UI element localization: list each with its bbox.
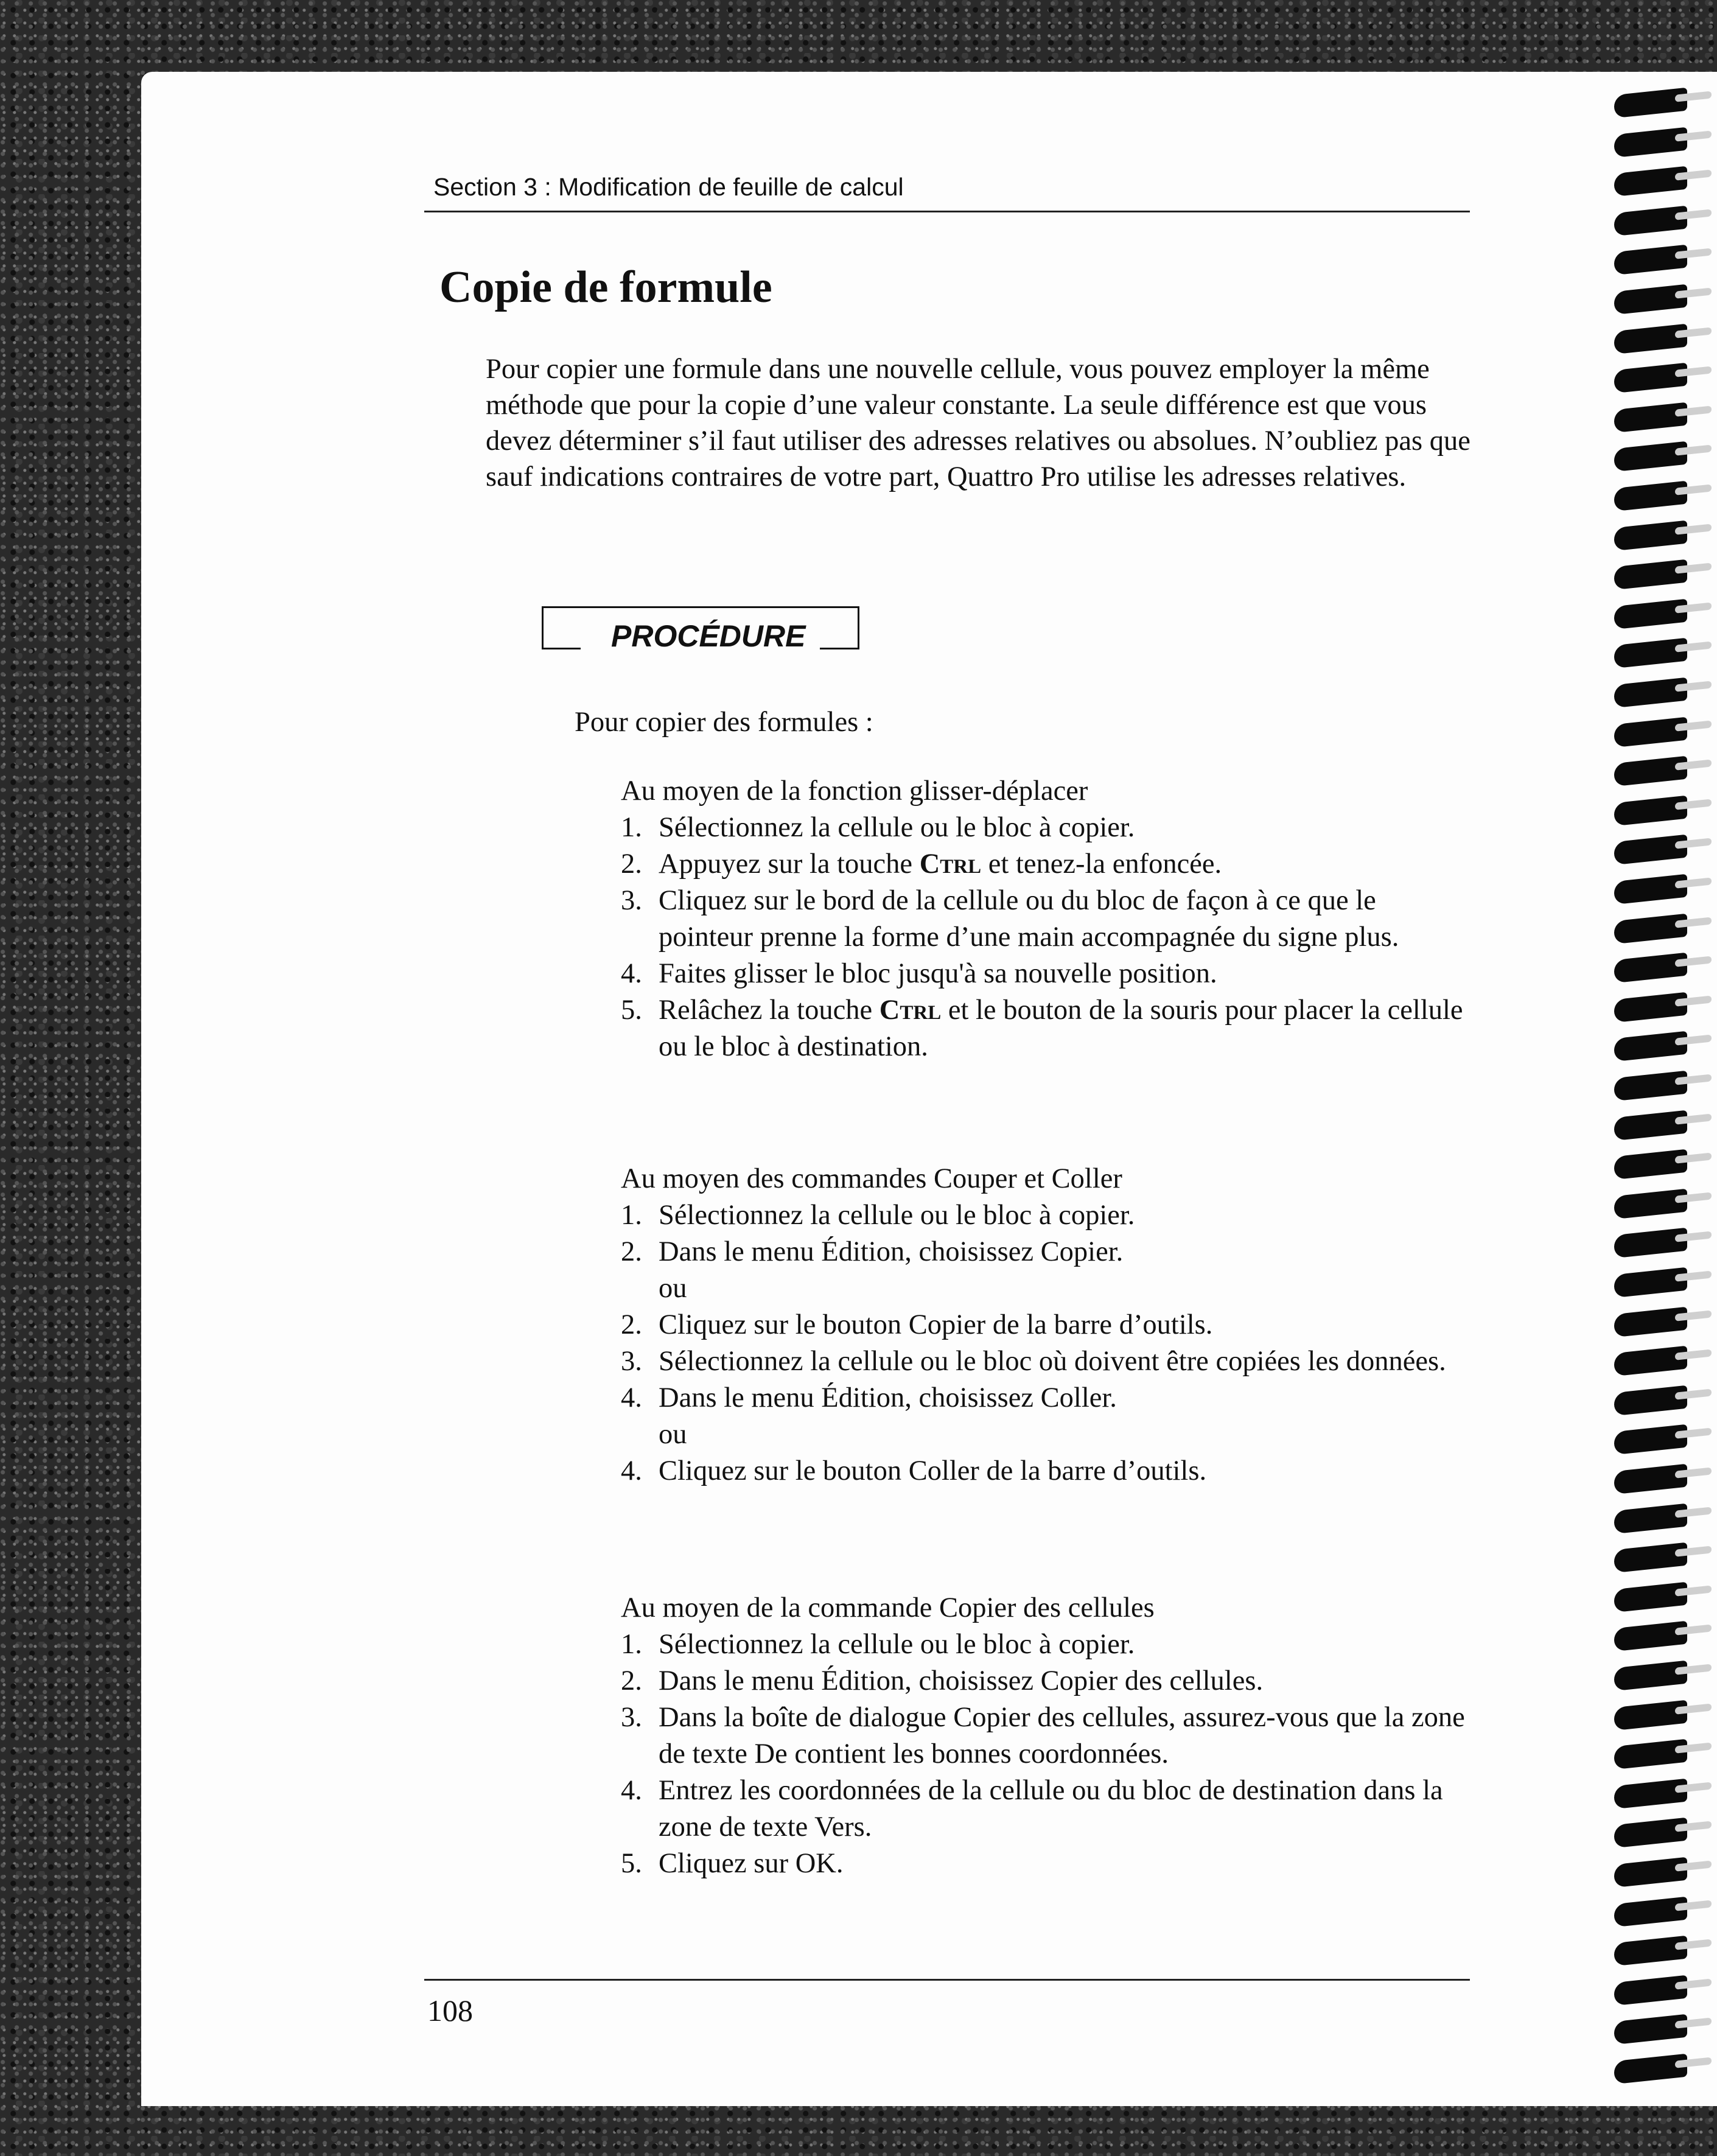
step-number: 3. [621,885,642,916]
step-text: Sélectionnez la cellule ou le bloc où doivent être copiées les données. [659,1346,1446,1377]
key-name: Ctrl [919,849,982,880]
spiral-coil [1614,1778,1687,1809]
spiral-coil [1614,953,1687,984]
step-text: Dans la boîte de dialogue Copier des cellules, assurez-vous que la zone de texte De contient les bonnes coordonnées. [659,1702,1465,1769]
spiral-coil [1614,363,1687,394]
spiral-coil [1614,1739,1687,1770]
spiral-coil [1614,1031,1687,1062]
spiral-coil [1614,245,1687,276]
step-number: 1. [621,812,642,843]
list-item [621,992,1473,1065]
spiral-coil [1614,441,1687,472]
step-text: Dans le menu Édition, choisissez Copier des cellules. [659,1665,1264,1696]
step-text: Cliquez sur le bouton Coller de la barre d’outils. [659,1455,1207,1486]
step-number: 5. [621,1848,642,1879]
procedure-lead: Pour copier des formules : [575,707,873,738]
spiral-coil [1614,2014,1687,2045]
spiral-coil [1614,2054,1687,2085]
spiral-coil [1614,1857,1687,1888]
spiral-coil [1614,1975,1687,2006]
page-title: Copie de formule [439,262,772,312]
procedure-label: PROCÉDURE [596,618,820,654]
list-item [621,1699,1473,1773]
method-copy-cells [621,1590,1473,1882]
step-text: Faites glisser le bloc jusqu'à sa nouvelle position. [659,958,1217,989]
spiral-coil [1614,677,1687,709]
spiral-coil [1614,1936,1687,1967]
footer-rule [424,1979,1470,1981]
step-number: 2. [621,1309,642,1340]
spiral-coil [1614,127,1687,158]
spiral-coil [1614,1699,1687,1731]
spiral-coil [1614,638,1687,669]
procedure-box-right-base [816,648,858,649]
step-text: Sélectionnez la cellule ou le bloc à copier. [659,812,1135,843]
spiral-coil [1614,1149,1687,1180]
step-number: 4. [621,1382,642,1413]
list-item [621,1307,1473,1343]
spiral-coil [1614,481,1687,512]
step-text: et tenez-la enfoncée. [981,849,1222,880]
step-number: 4. [621,1455,642,1486]
list-item [621,846,1473,883]
spiral-coil [1614,795,1687,826]
section-header: Section 3 : Modification de feuille de calcul [433,173,904,201]
spiral-coil [1614,598,1687,629]
or-separator: ou [659,1419,687,1450]
spiral-binding [1614,91,1717,2106]
spiral-coil [1614,756,1687,787]
spiral-coil [1614,1306,1687,1337]
step-number: 1. [621,1629,642,1660]
method-drag-drop [621,773,1473,1065]
spiral-coil [1614,1267,1687,1298]
page-number: 108 [427,1993,473,2028]
spiral-coil [1614,913,1687,944]
spiral-coil [1614,874,1687,905]
step-number: 3. [621,1346,642,1377]
step-text: et le bouton de la souris pour placer la cellule ou le bloc à destination. [659,995,1463,1062]
step-text: Sélectionnez la cellule ou le bloc à copier. [659,1629,1135,1660]
spiral-coil [1614,1110,1687,1141]
spiral-coil [1614,323,1687,354]
step-text: Entrez les coordonnées de la cellule ou du bloc de destination dans la zone de texte Vers. [659,1775,1443,1843]
step-number: 4. [621,958,642,989]
spiral-coil [1614,402,1687,433]
spiral-coil [1614,1464,1687,1495]
spiral-coil [1614,284,1687,315]
step-number: 5. [621,995,642,1026]
spiral-coil [1614,835,1687,866]
spiral-coil [1614,1581,1687,1612]
spiral-coil [1614,1424,1687,1455]
list-item [621,1197,1473,1234]
step-text: Cliquez sur le bord de la cellule ou du bloc de façon à ce que le pointeur prenne la forme d’une main accompagnée du signe plus. [659,885,1399,953]
step-text: Sélectionnez la cellule ou le bloc à copier. [659,1200,1135,1231]
list-item [621,1773,1473,1846]
list-item [621,883,1473,956]
step-number: 4. [621,1775,642,1806]
list-item [621,1453,1473,1489]
method-heading: Au moyen des commandes Couper et Coller [621,1163,1122,1194]
method-heading: Au moyen de la commande Copier des cellules [621,1592,1155,1623]
list-item [621,1343,1473,1380]
spiral-coil [1614,88,1687,119]
spiral-coil [1614,1542,1687,1573]
spiral-coil [1614,1188,1687,1219]
step-number: 2. [621,1236,642,1267]
step-text: Appuyez sur la touche [659,849,920,880]
spiral-coil [1614,166,1687,197]
spiral-coil [1614,1228,1687,1259]
step-text: Relâchez la touche [659,995,879,1026]
method-heading: Au moyen de la fonction glisser-déplacer [621,775,1088,807]
spiral-coil [1614,1818,1687,1849]
spiral-coil [1614,1503,1687,1534]
key-name: Ctrl [879,995,942,1026]
spiral-coil [1614,205,1687,236]
step-text: Cliquez sur OK. [659,1848,844,1879]
list-item [621,1380,1473,1416]
spiral-coil [1614,1621,1687,1652]
spiral-coil [1614,992,1687,1023]
spiral-coil [1614,716,1687,747]
list-item [621,1626,1473,1663]
step-number: 3. [621,1702,642,1733]
list-item [621,956,1473,992]
header-rule [424,211,1470,212]
step-number: 2. [621,849,642,880]
list-item [621,1846,1473,1882]
intro-paragraph: Pour copier une formule dans une nouvelle cellule, vous pouvez employer la même méthode que pour la copie d’une valeur constante. La seule différence est que vous devez déterminer s’il faut utiliser des adresses relatives ou absolues. N’oubliez pas que sauf indications contraires de votre part, Quattro Pro utilise les adresses relatives. [486,354,1470,492]
list-item [621,810,1473,846]
or-separator: ou [659,1273,687,1304]
spiral-coil [1614,1896,1687,1927]
step-text: Dans le menu Édition, choisissez Coller. [659,1382,1117,1413]
spiral-coil [1614,520,1687,551]
spiral-coil [1614,1661,1687,1692]
spiral-coil [1614,1346,1687,1377]
spiral-coil [1614,559,1687,590]
list-item [621,1663,1473,1699]
procedure-box-left-base [542,648,581,649]
spiral-coil [1614,1385,1687,1416]
step-number: 1. [621,1200,642,1231]
method-cut-paste [621,1161,1473,1489]
step-text: Cliquez sur le bouton Copier de la barre d’outils. [659,1309,1213,1340]
step-text: Dans le menu Édition, choisissez Copier. [659,1236,1124,1267]
step-number: 2. [621,1665,642,1696]
list-item [621,1234,1473,1270]
spiral-coil [1614,1071,1687,1102]
